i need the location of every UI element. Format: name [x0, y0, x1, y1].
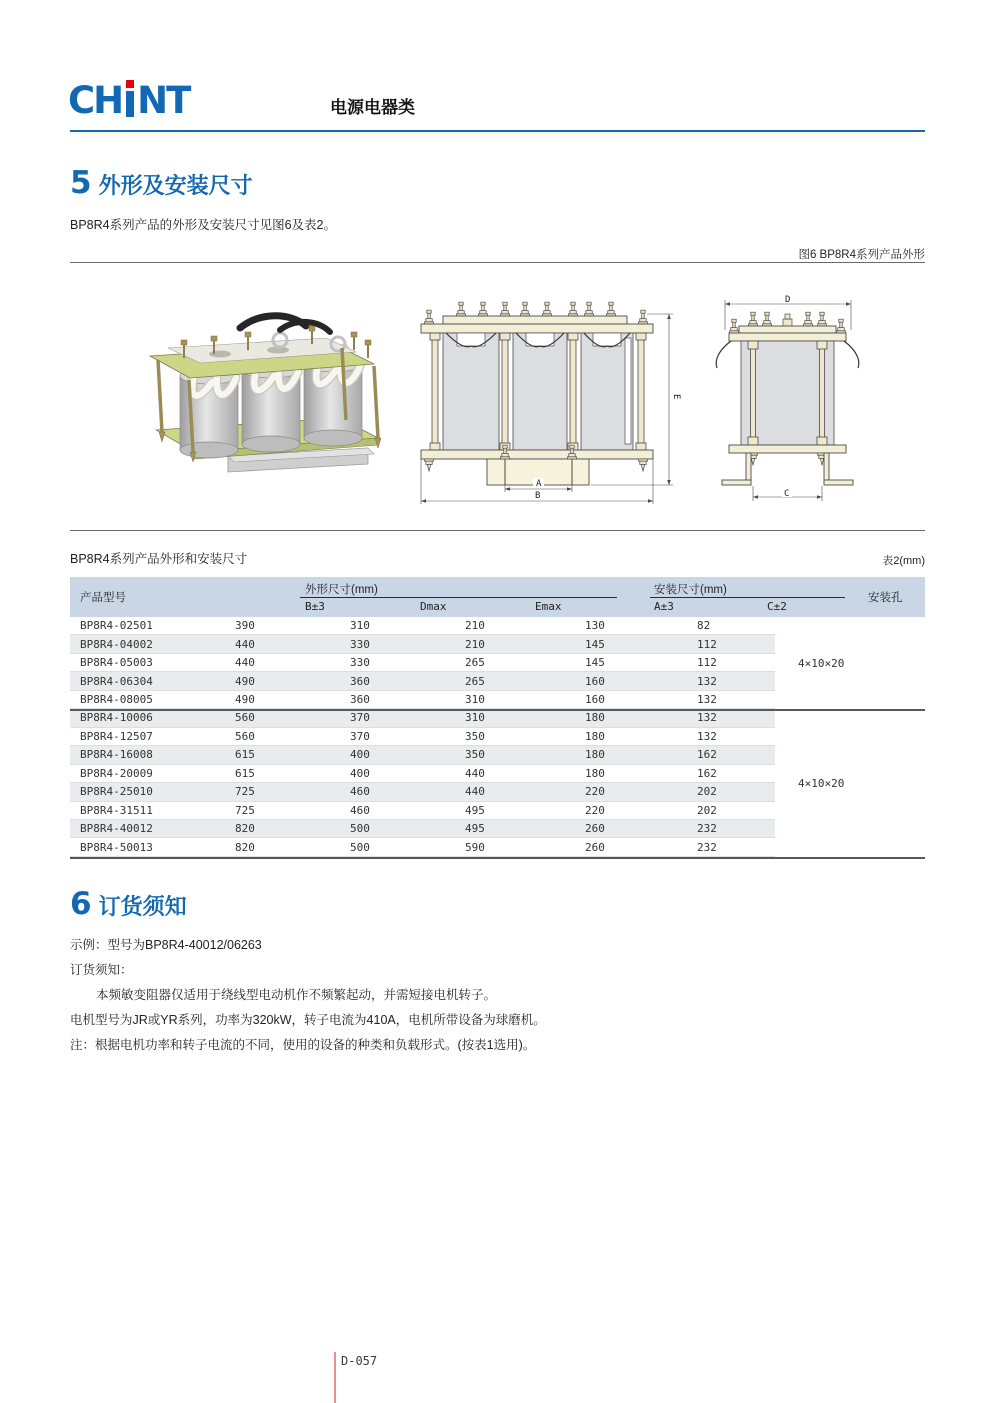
cell-dmax: 310 — [350, 619, 370, 633]
table-row — [70, 746, 775, 764]
table-row — [70, 820, 775, 838]
header-model: 产品型号 — [80, 592, 126, 604]
header-emax: Emax — [535, 600, 562, 613]
cell-b: 725 — [235, 785, 255, 799]
chint-logo — [68, 79, 190, 122]
figure-bottom-rule — [70, 530, 925, 531]
cell-c: 162 — [697, 766, 717, 780]
ordering-notes — [70, 933, 546, 1058]
cell-emax: 440 — [465, 785, 485, 799]
table-row — [70, 672, 775, 690]
header-a: A±3 — [654, 600, 674, 613]
cell-emax: 440 — [465, 766, 485, 780]
ordering-line1: 本频敏变阻器仅适用于绕线型电动机作不频繁起动，并需短接电机转子。 — [96, 988, 497, 1002]
cell-b: 490 — [235, 674, 255, 688]
cell-c: 112 — [697, 656, 717, 670]
cell-dmax: 330 — [350, 656, 370, 670]
cell-model: BP8R4-50013 — [80, 840, 153, 854]
dim-label-d: D — [785, 295, 791, 305]
header-dmax: Dmax — [420, 600, 447, 613]
cell-model: BP8R4-06304 — [80, 674, 153, 688]
section5-number: 5 — [70, 165, 92, 201]
cell-model: BP8R4-08005 — [80, 693, 153, 707]
mounting-hole-value: 4×10×20 — [798, 656, 845, 670]
cell-emax: 310 — [465, 693, 485, 707]
cell-model: BP8R4-31511 — [80, 803, 153, 817]
cell-dmax: 500 — [350, 822, 370, 836]
table-row — [70, 802, 775, 820]
cell-b: 440 — [235, 637, 255, 651]
section5-title-text: 外形及安装尺寸 — [98, 173, 253, 198]
cell-a: 180 — [585, 729, 605, 743]
table-number: 表2(mm) — [882, 555, 925, 567]
section6-number: 6 — [70, 886, 92, 922]
cell-emax: 310 — [465, 711, 485, 725]
logo-text-right: NT — [137, 79, 190, 122]
cell-model: BP8R4-20009 — [80, 766, 153, 780]
cell-a: 260 — [585, 822, 605, 836]
cell-emax: 350 — [465, 729, 485, 743]
cell-emax: 590 — [465, 840, 485, 854]
cell-a: 130 — [585, 619, 605, 633]
cell-a: 260 — [585, 840, 605, 854]
cell-a: 220 — [585, 803, 605, 817]
cell-c: 132 — [697, 711, 717, 725]
dim-label-c: C — [784, 489, 790, 499]
table-header — [70, 577, 925, 617]
cell-model: BP8R4-10006 — [80, 711, 153, 725]
table-row — [70, 691, 775, 709]
table-caption: BP8R4系列产品外形和安装尺寸 — [70, 552, 248, 566]
dimension-table — [70, 577, 925, 859]
table-row — [70, 654, 775, 672]
cell-dmax: 360 — [350, 693, 370, 707]
cell-a: 145 — [585, 637, 605, 651]
table-row — [70, 617, 775, 635]
table-row — [70, 765, 775, 783]
cell-dmax: 330 — [350, 637, 370, 651]
cell-b: 490 — [235, 693, 255, 707]
dim-label-a: A — [536, 479, 542, 489]
product-photo — [128, 298, 390, 498]
cell-b: 615 — [235, 766, 255, 780]
cell-emax: 350 — [465, 748, 485, 762]
page-number: D-057 — [341, 1354, 378, 1368]
cell-c: 232 — [697, 840, 717, 854]
mounting-hole-value: 4×10×20 — [798, 776, 845, 790]
section5-intro: BP8R4系列产品的外形及安装尺寸见图6及表2。 — [70, 218, 337, 232]
table-row — [70, 728, 775, 746]
cell-c: 232 — [697, 822, 717, 836]
cell-c: 82 — [697, 619, 711, 633]
header-b: B±3 — [305, 600, 325, 613]
cell-a: 160 — [585, 674, 605, 688]
header-c: C±2 — [767, 600, 787, 613]
cell-b: 440 — [235, 656, 255, 670]
cell-a: 145 — [585, 656, 605, 670]
header-hole: 安装孔 — [868, 592, 903, 604]
cell-b: 390 — [235, 619, 255, 633]
cell-dmax: 360 — [350, 674, 370, 688]
footer-accent-line — [334, 1352, 336, 1403]
cell-b: 560 — [235, 711, 255, 725]
cell-model: BP8R4-40012 — [80, 822, 153, 836]
cell-emax: 210 — [465, 619, 485, 633]
cell-model: BP8R4-04002 — [80, 637, 153, 651]
front-view-drawing — [413, 292, 683, 507]
cell-b: 820 — [235, 840, 255, 854]
cell-c: 132 — [697, 693, 717, 707]
cell-dmax: 460 — [350, 803, 370, 817]
ordering-notice-label: 订货须知： — [70, 963, 133, 977]
section6-title — [70, 886, 187, 922]
ordering-line3: 注：根据电机功率和转子电流的不同，使用的设备的种类和负载形式。(按表1选用)。 — [70, 1038, 536, 1052]
outline-group-rule — [300, 597, 617, 598]
cell-a: 160 — [585, 693, 605, 707]
page-category: 电源电器类 — [330, 98, 415, 117]
cell-dmax: 500 — [350, 840, 370, 854]
cell-dmax: 400 — [350, 766, 370, 780]
cell-b: 615 — [235, 748, 255, 762]
cell-c: 132 — [697, 729, 717, 743]
dimension-table-rows — [70, 617, 925, 859]
table-row — [70, 709, 775, 727]
cell-c: 132 — [697, 674, 717, 688]
figure-caption: 图6 BP8R4系列产品外形 — [798, 249, 925, 261]
header-rule — [70, 130, 925, 132]
header-outline-group: 外形尺寸(mm) — [305, 584, 378, 596]
cell-b: 725 — [235, 803, 255, 817]
cell-b: 820 — [235, 822, 255, 836]
table-row — [70, 783, 775, 801]
logo-i-icon — [126, 91, 134, 117]
cell-a: 180 — [585, 766, 605, 780]
cell-dmax: 370 — [350, 729, 370, 743]
section5-title — [70, 165, 253, 201]
cell-dmax: 370 — [350, 711, 370, 725]
mounting-hole-column — [775, 617, 925, 857]
cell-c: 202 — [697, 785, 717, 799]
table-row — [70, 838, 775, 856]
cell-b: 560 — [235, 729, 255, 743]
cell-emax: 495 — [465, 803, 485, 817]
cell-emax: 265 — [465, 656, 485, 670]
logo-red-dot-icon — [126, 80, 134, 88]
cell-a: 180 — [585, 748, 605, 762]
cell-emax: 210 — [465, 637, 485, 651]
cell-dmax: 460 — [350, 785, 370, 799]
cell-model: BP8R4-05003 — [80, 656, 153, 670]
dim-label-b: B — [535, 491, 541, 501]
header-mount-group: 安装尺寸(mm) — [654, 584, 727, 596]
ordering-line2: 电机型号为JR或YR系列，功率为320kW，转子电流为410A，电机所带设备为球磨机。 — [70, 1013, 546, 1027]
cell-dmax: 400 — [350, 748, 370, 762]
section6-title-text: 订货须知 — [98, 894, 187, 919]
cell-model: BP8R4-25010 — [80, 785, 153, 799]
cell-emax: 495 — [465, 822, 485, 836]
cell-a: 220 — [585, 785, 605, 799]
side-view-drawing — [705, 292, 870, 507]
table-row — [70, 635, 775, 653]
cell-c: 112 — [697, 637, 717, 651]
dim-label-e: E — [671, 394, 681, 400]
cell-model: BP8R4-02501 — [80, 619, 153, 633]
cell-c: 202 — [697, 803, 717, 817]
cell-a: 180 — [585, 711, 605, 725]
figure-top-rule — [70, 262, 925, 263]
ordering-example: 示例：型号为BP8R4-40012/06263 — [70, 938, 262, 952]
cell-c: 162 — [697, 748, 717, 762]
logo-text-left: CH — [68, 79, 123, 122]
cell-model: BP8R4-16008 — [80, 748, 153, 762]
cell-model: BP8R4-12507 — [80, 729, 153, 743]
mount-group-rule — [650, 597, 845, 598]
cell-emax: 265 — [465, 674, 485, 688]
